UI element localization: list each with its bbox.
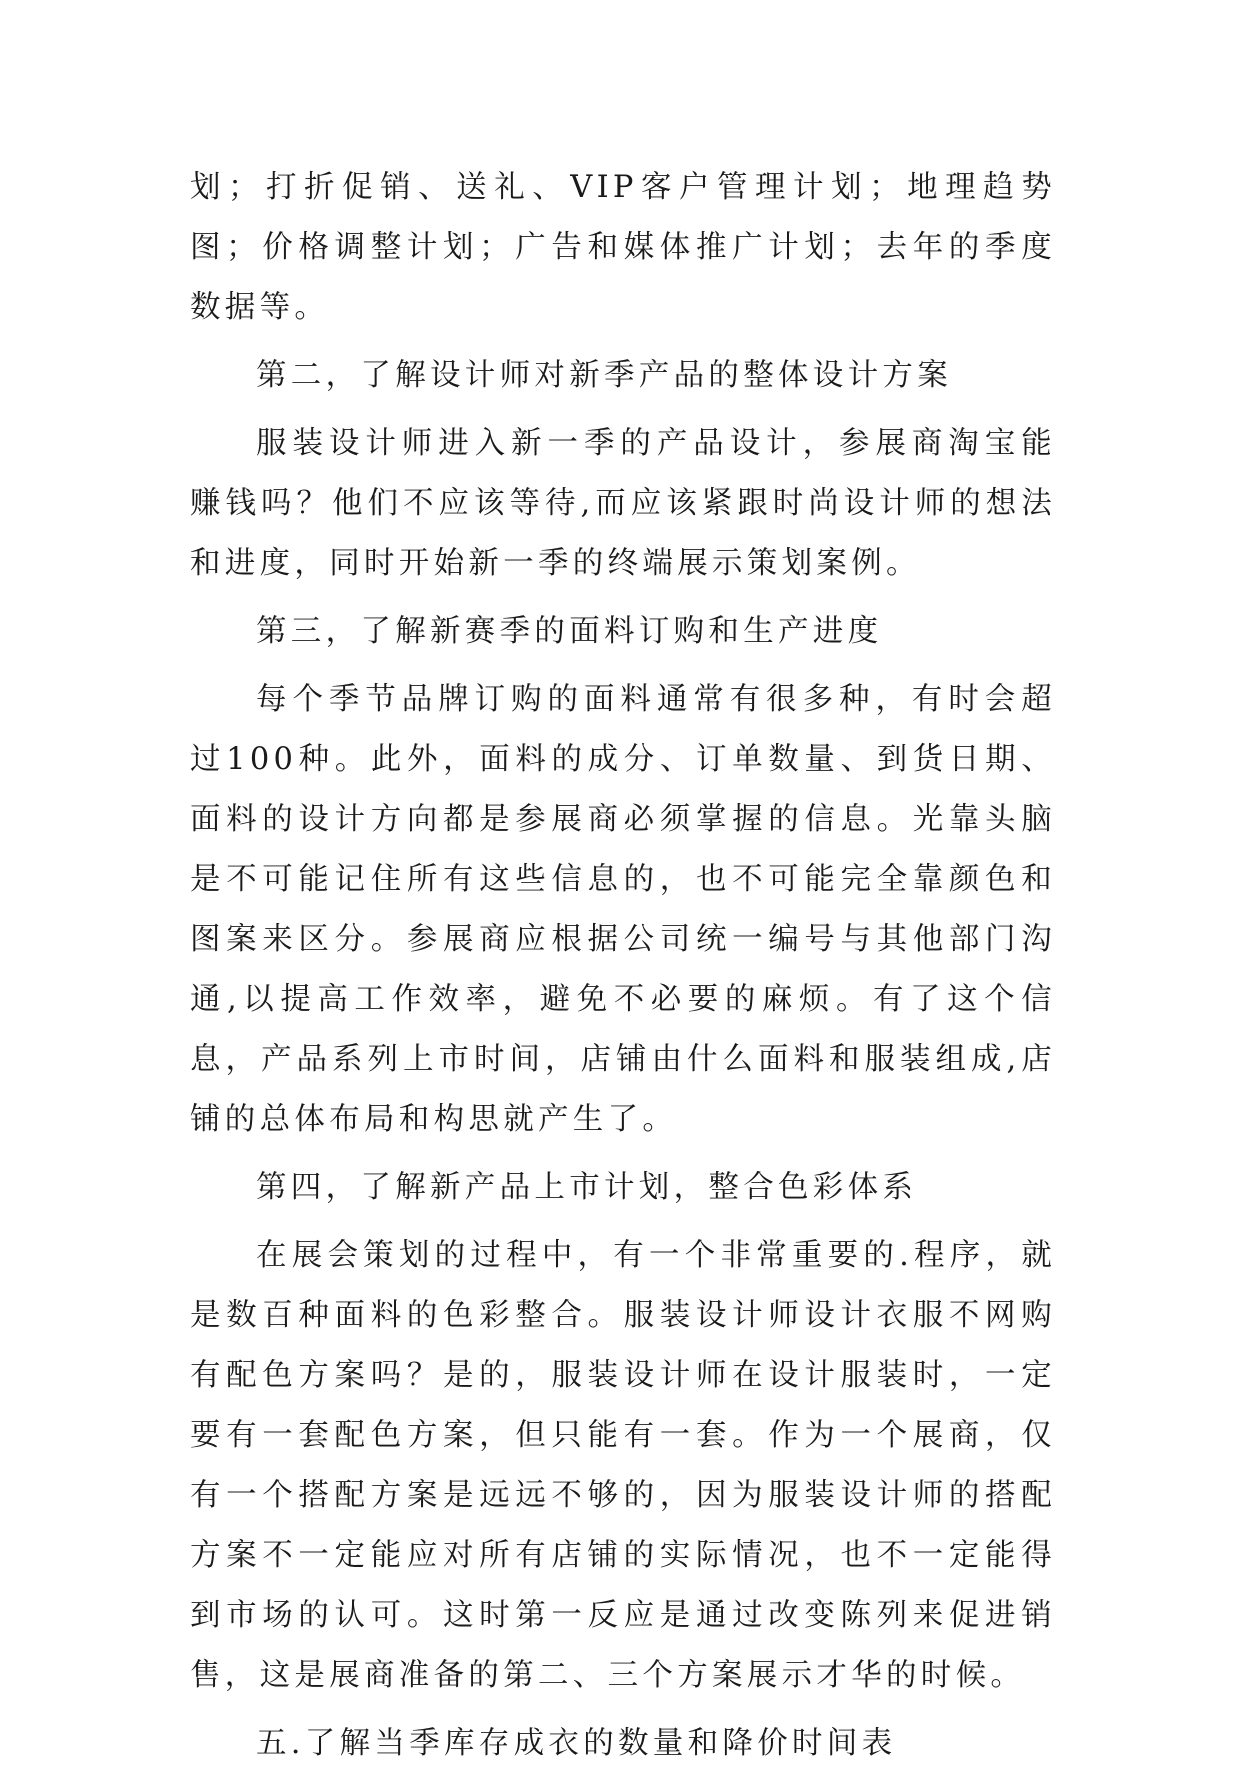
paragraph-fabric-ordering: 每个季节品牌订购的面料通常有很多种，有时会超过100种。此外，面料的成分、订单数量、到货日期、面料的设计方向都是参展商必须掌握的信息。光靠头脑是不可能记住所有这些信息的，也不可能完全靠颜色和图案来区分。参展商应根据公司统一编号与其他部门沟通,以提高工作效率，避免不必要的麻烦。有了这个信息，产品系列上市时间，店铺由什么面料和服装组成,店铺的总体布局和构思就产生了。 xyxy=(190,682,1056,1137)
section-heading-inventory: 五.了解当季库存成衣的数量和降价时间表 xyxy=(256,1726,897,1761)
section-heading-color-system: 第四，了解新产品上市计划，整合色彩体系 xyxy=(256,1170,918,1205)
paragraph-pricing-plans: 划；打折促销、送礼、VIP客户管理计划；地理趋势图；价格调整计划；广告和媒体推广计划；去年的季度数据等。 xyxy=(190,170,1056,325)
section-heading-fabric-ordering: 第三，了解新赛季的面料订购和生产进度 xyxy=(256,614,883,649)
paragraph-designer-plan: 服装设计师进入新一季的产品设计，参展商淘宝能赚钱吗？他们不应该等待,而应该紧跟时尚设计师的想法和进度，同时开始新一季的终端展示策划案例。 xyxy=(190,426,1056,581)
document-body xyxy=(190,158,1056,1774)
paragraph-color-system: 在展会策划的过程中，有一个非常重要的.程序，就是数百种面料的色彩整合。服装设计师设计衣服不网购有配色方案吗？是的，服装设计师在设计服装时，一定要有一套配色方案，但只能有一套。作为一个展商，仅有一个搭配方案是远远不够的，因为服装设计师的搭配方案不一定能应对所有店铺的实际情况，也不一定能得到市场的认可。这时第一反应是通过改变陈列来促进销售，这是展商准备的第二、三个方案展示才华的时候。 xyxy=(190,1238,1056,1693)
section-heading-designer-plan: 第二，了解设计师对新季产品的整体设计方案 xyxy=(256,358,952,393)
